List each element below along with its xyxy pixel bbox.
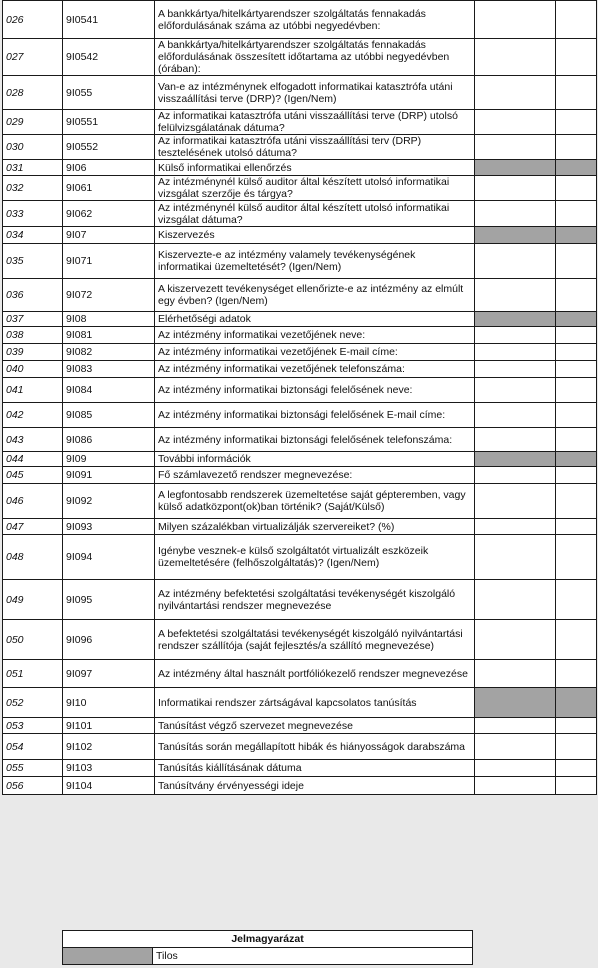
value-cell[interactable]	[475, 580, 556, 620]
value-cell[interactable]	[475, 378, 556, 403]
extra-cell[interactable]	[556, 484, 597, 519]
row-number: 051	[3, 660, 63, 688]
table-row	[3, 227, 597, 244]
extra-cell-forbidden	[556, 452, 597, 467]
table-row	[3, 244, 597, 279]
table-row	[3, 535, 597, 580]
extra-cell[interactable]	[556, 176, 597, 201]
row-number: 045	[3, 467, 63, 484]
table-row	[3, 760, 597, 777]
row-code: 9I094	[63, 535, 155, 580]
table-row	[3, 620, 597, 660]
table-row	[3, 110, 597, 135]
row-description: Az intézménynél külső auditor által készített utolsó informatikai vizsgálat dátuma?	[155, 201, 475, 227]
table-row	[3, 39, 597, 76]
table-row	[3, 160, 597, 176]
extra-cell[interactable]	[556, 535, 597, 580]
row-description: Elérhetőségi adatok	[155, 312, 475, 327]
row-number: 055	[3, 760, 63, 777]
row-description: A kiszervezett tevékenységet ellenőrizte-e az intézmény az elmúlt egy évben? (Igen/Nem)	[155, 279, 475, 312]
row-code: 9I062	[63, 201, 155, 227]
table-body	[3, 1, 597, 795]
value-cell[interactable]	[475, 201, 556, 227]
row-number: 053	[3, 718, 63, 734]
row-code: 9I095	[63, 580, 155, 620]
value-cell[interactable]	[475, 39, 556, 76]
value-cell[interactable]	[475, 135, 556, 160]
value-cell[interactable]	[475, 484, 556, 519]
table-row	[3, 467, 597, 484]
row-number: 032	[3, 176, 63, 201]
row-code: 9I07	[63, 227, 155, 244]
table-row	[3, 403, 597, 428]
table-row	[3, 484, 597, 519]
row-number: 031	[3, 160, 63, 176]
row-description: További információk	[155, 452, 475, 467]
row-code: 9I092	[63, 484, 155, 519]
table-row	[3, 279, 597, 312]
table-row	[3, 1, 597, 39]
row-description: Külső informatikai ellenőrzés	[155, 160, 475, 176]
value-cell-forbidden	[475, 688, 556, 718]
row-number: 049	[3, 580, 63, 620]
row-description: Az intézmény informatikai biztonsági felelősének telefonszáma:	[155, 428, 475, 452]
extra-cell[interactable]	[556, 777, 597, 795]
row-code: 9I091	[63, 467, 155, 484]
row-number: 043	[3, 428, 63, 452]
value-cell[interactable]	[475, 760, 556, 777]
table-row	[3, 660, 597, 688]
row-code: 9I055	[63, 76, 155, 110]
legend-header-row	[63, 931, 473, 948]
extra-cell[interactable]	[556, 344, 597, 361]
row-number: 046	[3, 484, 63, 519]
extra-cell[interactable]	[556, 403, 597, 428]
row-code: 9I061	[63, 176, 155, 201]
row-number: 039	[3, 344, 63, 361]
extra-cell-forbidden	[556, 160, 597, 176]
row-description: Milyen százalékban virtualizálják szervereiket? (%)	[155, 519, 475, 535]
value-cell[interactable]	[475, 660, 556, 688]
value-cell[interactable]	[475, 620, 556, 660]
table-row	[3, 580, 597, 620]
value-cell[interactable]	[475, 428, 556, 452]
table-row	[3, 361, 597, 378]
table-row	[3, 312, 597, 327]
table-row	[3, 734, 597, 760]
row-number: 041	[3, 378, 63, 403]
extra-cell-forbidden	[556, 688, 597, 718]
table-row	[3, 777, 597, 795]
extra-cell[interactable]	[556, 734, 597, 760]
row-description: Informatikai rendszer zártságával kapcsolatos tanúsítás	[155, 688, 475, 718]
row-code: 9I103	[63, 760, 155, 777]
row-description: A legfontosabb rendszerek üzemeltetése saját gépteremben, vagy külső adatközpont(ok)ban történik? (Saját/Külső)	[155, 484, 475, 519]
table-row	[3, 718, 597, 734]
row-code: 9I0541	[63, 1, 155, 39]
extra-cell[interactable]	[556, 39, 597, 76]
legend-swatch-tilos	[63, 948, 153, 965]
row-code: 9I10	[63, 688, 155, 718]
value-cell[interactable]	[475, 110, 556, 135]
extra-cell[interactable]	[556, 580, 597, 620]
value-cell[interactable]	[475, 76, 556, 110]
value-cell-forbidden	[475, 227, 556, 244]
table-row	[3, 428, 597, 452]
row-description: Tanúsítást végző szervezet megnevezése	[155, 718, 475, 734]
row-number: 048	[3, 535, 63, 580]
row-description: Az intézmény befektetési szolgáltatási tevékenységét kiszolgáló nyilvántartási rendszer megnevezése	[155, 580, 475, 620]
value-cell[interactable]	[475, 279, 556, 312]
row-description: Az intézmény informatikai vezetőjének neve:	[155, 327, 475, 344]
row-code: 9I06	[63, 160, 155, 176]
extra-cell[interactable]	[556, 620, 597, 660]
row-description: Az informatikai katasztrófa utáni visszaállítási terv (DRP) tesztelésének utolsó dátuma?	[155, 135, 475, 160]
row-code: 9I101	[63, 718, 155, 734]
value-cell-forbidden	[475, 312, 556, 327]
row-description: Kiszervezés	[155, 227, 475, 244]
row-description: Kiszervezte-e az intézmény valamely tevékenységének informatikai üzemeltetését? (Igen/Nem)	[155, 244, 475, 279]
row-code: 9I085	[63, 403, 155, 428]
table-row	[3, 176, 597, 201]
extra-cell[interactable]	[556, 279, 597, 312]
row-number: 044	[3, 452, 63, 467]
row-number: 030	[3, 135, 63, 160]
row-description: A bankkártya/hitelkártyarendszer szolgáltatás fennakadás előfordulásának száma az utóbbi negyedévben:	[155, 1, 475, 39]
value-cell-forbidden	[475, 160, 556, 176]
extra-cell[interactable]	[556, 378, 597, 403]
extra-cell[interactable]	[556, 760, 597, 777]
table-row	[3, 201, 597, 227]
row-number: 029	[3, 110, 63, 135]
row-code: 9I081	[63, 327, 155, 344]
row-description: Az intézmény által használt portfóliókezelő rendszer megnevezése	[155, 660, 475, 688]
row-code: 9I104	[63, 777, 155, 795]
value-cell[interactable]	[475, 176, 556, 201]
row-code: 9I08	[63, 312, 155, 327]
row-code: 9I0552	[63, 135, 155, 160]
extra-cell[interactable]	[556, 327, 597, 344]
extra-cell[interactable]	[556, 110, 597, 135]
row-code: 9I097	[63, 660, 155, 688]
row-code: 9I072	[63, 279, 155, 312]
row-description: Tanúsítás kiállításának dátuma	[155, 760, 475, 777]
row-code: 9I082	[63, 344, 155, 361]
row-description: Tanúsítás során megállapított hibák és hiányosságok darabszáma	[155, 734, 475, 760]
table-row	[3, 135, 597, 160]
row-number: 042	[3, 403, 63, 428]
row-description: Az intézménynél külső auditor által készített utolsó informatikai vizsgálat szerzője és tárgya?	[155, 176, 475, 201]
row-description: Van-e az intézménynek elfogadott informatikai katasztrófa utáni visszaállítási terve (DRP)? (Igen/Nem)	[155, 76, 475, 110]
extra-cell-forbidden	[556, 312, 597, 327]
row-description: Igénybe vesznek-e külső szolgáltatót virtualizált eszközeik üzemeltetésére (felhőszolgáltatás)? (Igen/Nem)	[155, 535, 475, 580]
value-cell[interactable]	[475, 327, 556, 344]
row-number: 038	[3, 327, 63, 344]
row-number: 054	[3, 734, 63, 760]
extra-cell[interactable]	[556, 201, 597, 227]
row-number: 037	[3, 312, 63, 327]
row-description: Az intézmény informatikai biztonsági felelősének neve:	[155, 378, 475, 403]
extra-cell[interactable]	[556, 467, 597, 484]
row-number: 050	[3, 620, 63, 660]
row-code: 9I0542	[63, 39, 155, 76]
extra-cell[interactable]	[556, 718, 597, 734]
value-cell[interactable]	[475, 344, 556, 361]
value-cell[interactable]	[475, 467, 556, 484]
row-code: 9I09	[63, 452, 155, 467]
extra-cell[interactable]	[556, 76, 597, 110]
value-cell[interactable]	[475, 403, 556, 428]
row-description: A befektetési szolgáltatási tevékenységét kiszolgáló nyilvántartási rendszer szállítója (saját fejlesztés/a szállító megnevezése)	[155, 620, 475, 660]
value-cell[interactable]	[475, 718, 556, 734]
extra-cell[interactable]	[556, 1, 597, 39]
row-number: 047	[3, 519, 63, 535]
row-number: 056	[3, 777, 63, 795]
row-description: Tanúsítvány érvényességi ideje	[155, 777, 475, 795]
row-number: 052	[3, 688, 63, 718]
row-number: 026	[3, 1, 63, 39]
legend-title: Jelmagyarázat	[63, 931, 473, 948]
row-number: 028	[3, 76, 63, 110]
row-code: 9I084	[63, 378, 155, 403]
row-number: 033	[3, 201, 63, 227]
value-cell[interactable]	[475, 777, 556, 795]
extra-cell[interactable]	[556, 428, 597, 452]
value-cell[interactable]	[475, 361, 556, 378]
legend-table	[62, 930, 473, 965]
extra-cell-forbidden	[556, 227, 597, 244]
row-description: Az intézmény informatikai vezetőjének E-mail címe:	[155, 344, 475, 361]
value-cell[interactable]	[475, 734, 556, 760]
extra-cell[interactable]	[556, 361, 597, 378]
extra-cell[interactable]	[556, 660, 597, 688]
table-row	[3, 344, 597, 361]
row-number: 027	[3, 39, 63, 76]
row-description: Fő számlavezető rendszer megnevezése:	[155, 467, 475, 484]
row-description: Az intézmény informatikai biztonsági felelősének E-mail címe:	[155, 403, 475, 428]
row-code: 9I093	[63, 519, 155, 535]
row-number: 040	[3, 361, 63, 378]
row-number: 034	[3, 227, 63, 244]
table-row	[3, 378, 597, 403]
table-row	[3, 452, 597, 467]
row-number: 036	[3, 279, 63, 312]
value-cell-forbidden	[475, 452, 556, 467]
table-row	[3, 688, 597, 718]
row-description: Az intézmény informatikai vezetőjének telefonszáma:	[155, 361, 475, 378]
extra-cell[interactable]	[556, 519, 597, 535]
row-code: 9I086	[63, 428, 155, 452]
value-cell[interactable]	[475, 1, 556, 39]
value-cell[interactable]	[475, 535, 556, 580]
row-number: 035	[3, 244, 63, 279]
extra-cell[interactable]	[556, 135, 597, 160]
row-code: 9I0551	[63, 110, 155, 135]
table-row	[3, 76, 597, 110]
row-code: 9I071	[63, 244, 155, 279]
data-table	[2, 0, 597, 795]
row-description: A bankkártya/hitelkártyarendszer szolgáltatás fennakadás előfordulásának összesített időtartama az utóbbi negyedévben (órában):	[155, 39, 475, 76]
row-code: 9I083	[63, 361, 155, 378]
row-description: Az informatikai katasztrófa utáni visszaállítási terve (DRP) utolsó felülvizsgálatának dátuma?	[155, 110, 475, 135]
value-cell[interactable]	[475, 519, 556, 535]
table-row	[3, 519, 597, 535]
legend-label-tilos: Tilos	[153, 948, 473, 965]
legend-item-row	[63, 948, 473, 965]
value-cell[interactable]	[475, 244, 556, 279]
table-row	[3, 327, 597, 344]
row-code: 9I096	[63, 620, 155, 660]
extra-cell[interactable]	[556, 244, 597, 279]
row-code: 9I102	[63, 734, 155, 760]
